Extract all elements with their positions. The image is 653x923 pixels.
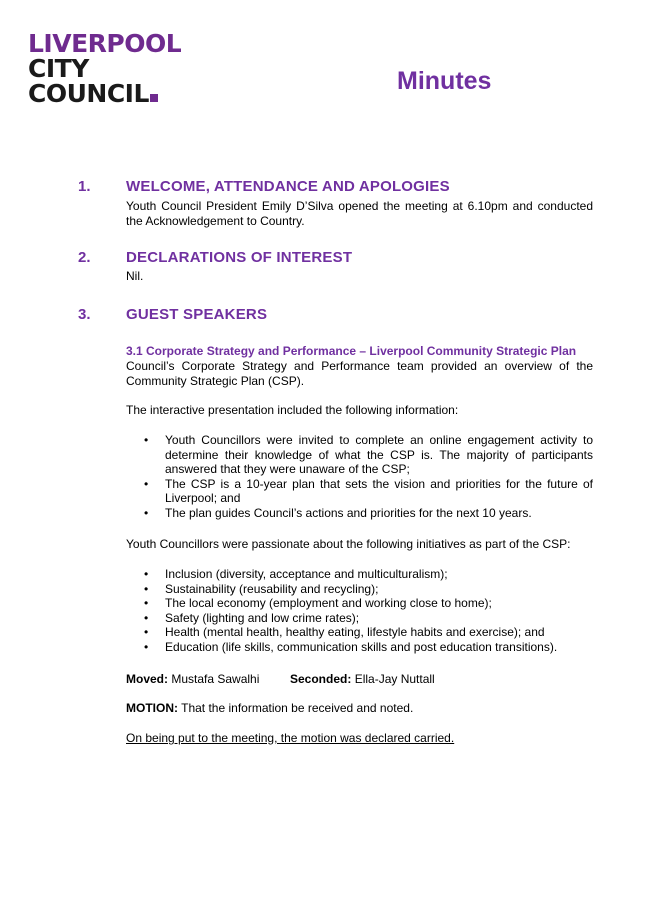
motion-label: MOTION:: [126, 701, 178, 715]
bullet-icon: •: [144, 639, 149, 654]
motion-text: That the information be received and noted.: [181, 701, 414, 715]
motion-line: [126, 701, 413, 715]
liverpool-city-council-logo: [28, 31, 181, 106]
bullet-icon: •: [144, 567, 149, 581]
document-title: Minutes: [397, 67, 492, 95]
list-item: [126, 477, 593, 506]
bullet-icon: •: [144, 610, 149, 625]
list-item: [126, 640, 593, 655]
section-heading: WELCOME, ATTENDANCE AND APOLOGIES: [126, 178, 450, 195]
section-heading: GUEST SPEAKERS: [126, 306, 268, 323]
seconded-group: [290, 672, 435, 686]
overview-paragraph: Council’s Corporate Strategy and Performance team provided an overview of the Community Strategic Plan (CSP).: [126, 359, 593, 388]
list-item-text: Youth Councillors were invited to complete an online engagement activity to determine their knowledge of what the CSP is. The majority of participants answered that they were unaware of the CSP;: [165, 433, 593, 476]
list-item: [126, 433, 593, 477]
section-paragraph: Youth Council President Emily D’Silva opened the meeting at 6.10pm and conducted the Acknowledgement to Country.: [126, 199, 593, 228]
list-item-text: The local economy (employment and working close to home);: [165, 596, 492, 610]
list-item-text: Education (life skills, communication skills and post education transitions).: [165, 639, 558, 654]
list-item: [126, 582, 593, 597]
list-item-text: The CSP is a 10-year plan that sets the vision and priorities for the future of Liverpool; and: [165, 476, 593, 505]
seconded-name: Ella-Jay Nuttall: [354, 672, 435, 686]
motion-outcome: On being put to the meeting, the motion was declared carried.: [126, 731, 455, 745]
section-number: 1.: [78, 178, 91, 195]
bullet-icon: •: [144, 433, 149, 447]
section-heading: DECLARATIONS OF INTEREST: [126, 249, 353, 266]
presentation-intro: The interactive presentation included the following information:: [126, 403, 459, 417]
logo-line-2: CITY: [28, 54, 89, 83]
initiatives-intro: Youth Councillors were passionate about the following initiatives as part of the CSP:: [126, 537, 571, 551]
list-item-text: Inclusion (diversity, acceptance and multiculturalism);: [165, 567, 448, 581]
seconded-label: Seconded:: [290, 672, 352, 686]
bullet-icon: •: [144, 476, 149, 491]
list-item-text: Safety (lighting and low crime rates);: [165, 610, 360, 625]
moved-name: Mustafa Sawalhi: [171, 672, 260, 686]
list-item-text: Health (mental health, healthy eating, lifestyle habits and exercise); and: [165, 625, 545, 639]
list-item: [126, 506, 593, 521]
presentation-bullet-list: [126, 433, 593, 520]
moved-seconded-line: [126, 672, 435, 686]
logo-square-icon: [150, 94, 158, 102]
initiatives-bullet-list: [126, 567, 593, 654]
bullet-icon: •: [144, 505, 149, 520]
subsection-heading: 3.1 Corporate Strategy and Performance – Liverpool Community Strategic Plan: [126, 344, 577, 358]
list-item: [126, 611, 593, 626]
bullet-icon: •: [144, 581, 149, 596]
logo-line-1: LIVERPOOL: [28, 29, 182, 58]
section-paragraph: Nil.: [126, 269, 144, 283]
section-number: 2.: [78, 249, 91, 266]
list-item: [126, 625, 593, 640]
logo-line-3: [28, 81, 181, 106]
moved-label: Moved:: [126, 672, 168, 686]
bullet-icon: •: [144, 625, 149, 639]
logo-line-3-text: COUNCIL: [28, 79, 149, 108]
list-item-text: The plan guides Council’s actions and priorities for the next 10 years.: [165, 505, 532, 520]
list-item: [126, 596, 593, 611]
bullet-icon: •: [144, 596, 149, 610]
section-number: 3.: [78, 306, 91, 323]
list-item-text: Sustainability (reusability and recycling);: [165, 581, 379, 596]
list-item: [126, 567, 593, 582]
